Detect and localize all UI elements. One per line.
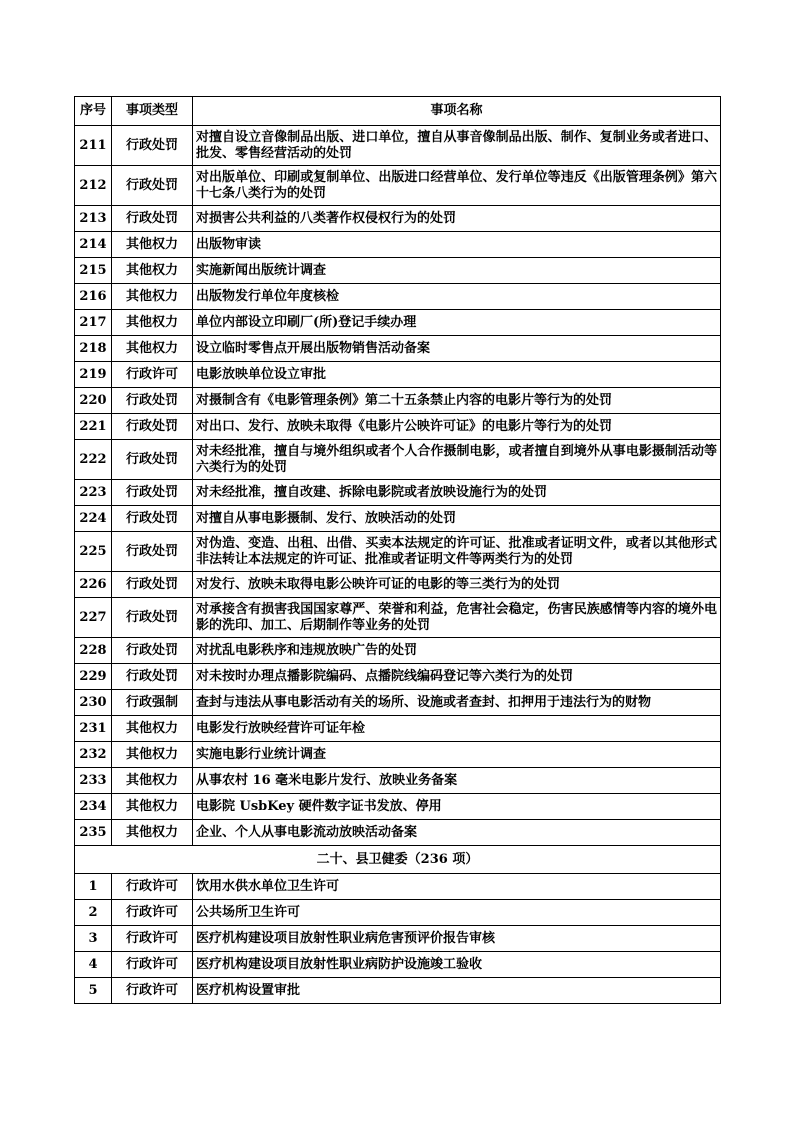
row-number: 5 [75, 978, 112, 1004]
row-number: 229 [75, 664, 112, 690]
table-row [75, 532, 721, 572]
row-name: 公共场所卫生许可 [193, 900, 721, 926]
row-number: 4 [75, 952, 112, 978]
table-row [75, 690, 721, 716]
row-type: 其他权力 [112, 820, 193, 846]
row-number: 219 [75, 362, 112, 388]
table-row [75, 716, 721, 742]
row-number: 2 [75, 900, 112, 926]
table-body-health [75, 874, 721, 1004]
row-type: 其他权力 [112, 336, 193, 362]
row-name: 单位内部设立印刷厂(所)登记手续办理 [193, 310, 721, 336]
row-number: 224 [75, 506, 112, 532]
row-number: 211 [75, 126, 112, 166]
row-name: 出版物发行单位年度核检 [193, 284, 721, 310]
header-type: 事项类型 [112, 97, 193, 126]
row-number: 227 [75, 598, 112, 638]
row-name: 对未经批准，擅自与境外组织或者个人合作摄制电影，或者擅自到境外从事电影摄制活动等六类行为的处罚 [193, 440, 721, 480]
table-row [75, 506, 721, 532]
table-row [75, 284, 721, 310]
table-row [75, 166, 721, 206]
row-number: 217 [75, 310, 112, 336]
row-number: 234 [75, 794, 112, 820]
table-row [75, 952, 721, 978]
row-number: 228 [75, 638, 112, 664]
table-row [75, 978, 721, 1004]
row-number: 232 [75, 742, 112, 768]
row-type: 行政处罚 [112, 388, 193, 414]
section-title: 二十、县卫健委（236 项） [75, 846, 721, 874]
row-type: 行政处罚 [112, 480, 193, 506]
row-type: 行政处罚 [112, 664, 193, 690]
row-type: 行政处罚 [112, 166, 193, 206]
row-number: 226 [75, 572, 112, 598]
items-table [74, 96, 721, 1004]
table-header-row [75, 97, 721, 126]
table-row [75, 820, 721, 846]
table-row [75, 258, 721, 284]
row-type: 行政处罚 [112, 440, 193, 480]
row-name: 对擅自设立音像制品出版、进口单位，擅自从事音像制品出版、制作、复制业务或者进口、批发、零售经营活动的处罚 [193, 126, 721, 166]
table-section [75, 846, 721, 874]
table-row [75, 768, 721, 794]
row-type: 行政处罚 [112, 506, 193, 532]
row-number: 216 [75, 284, 112, 310]
row-name: 对未经批准，擅自改建、拆除电影院或者放映设施行为的处罚 [193, 480, 721, 506]
row-number: 220 [75, 388, 112, 414]
row-type: 行政许可 [112, 926, 193, 952]
table-row [75, 794, 721, 820]
row-number: 235 [75, 820, 112, 846]
table-row [75, 206, 721, 232]
row-number: 213 [75, 206, 112, 232]
row-type: 行政处罚 [112, 206, 193, 232]
row-type: 其他权力 [112, 284, 193, 310]
row-type: 其他权力 [112, 232, 193, 258]
table-body-culture [75, 126, 721, 846]
row-name: 饮用水供水单位卫生许可 [193, 874, 721, 900]
row-type: 行政处罚 [112, 598, 193, 638]
row-name: 实施新闻出版统计调查 [193, 258, 721, 284]
row-name: 企业、个人从事电影流动放映活动备案 [193, 820, 721, 846]
row-name: 出版物审读 [193, 232, 721, 258]
row-name: 对摄制含有《电影管理条例》第二十五条禁止内容的电影片等行为的处罚 [193, 388, 721, 414]
row-type: 行政许可 [112, 900, 193, 926]
row-type: 行政许可 [112, 874, 193, 900]
table-row [75, 388, 721, 414]
row-type: 其他权力 [112, 310, 193, 336]
table-row [75, 414, 721, 440]
row-name: 医疗机构建设项目放射性职业病防护设施竣工验收 [193, 952, 721, 978]
row-name: 从事农村 16 毫米电影片发行、放映业务备案 [193, 768, 721, 794]
row-number: 222 [75, 440, 112, 480]
row-number: 1 [75, 874, 112, 900]
row-type: 行政处罚 [112, 572, 193, 598]
row-type: 行政许可 [112, 952, 193, 978]
row-number: 225 [75, 532, 112, 572]
row-type: 行政许可 [112, 978, 193, 1004]
table-row [75, 362, 721, 388]
table-row [75, 126, 721, 166]
row-name: 设立临时零售点开展出版物销售活动备案 [193, 336, 721, 362]
row-number: 223 [75, 480, 112, 506]
section-row [75, 846, 721, 874]
row-name: 对未按时办理点播影院编码、点播院线编码登记等六类行为的处罚 [193, 664, 721, 690]
row-number: 233 [75, 768, 112, 794]
table-row [75, 572, 721, 598]
row-name: 实施电影行业统计调查 [193, 742, 721, 768]
items-table-wrapper [74, 96, 720, 1004]
row-number: 221 [75, 414, 112, 440]
row-name: 查封与违法从事电影活动有关的场所、设施或者查封、扣押用于违法行为的财物 [193, 690, 721, 716]
row-type: 其他权力 [112, 768, 193, 794]
row-number: 214 [75, 232, 112, 258]
row-name: 对出口、发行、放映未取得《电影片公映许可证》的电影片等行为的处罚 [193, 414, 721, 440]
table-row [75, 742, 721, 768]
row-type: 其他权力 [112, 794, 193, 820]
row-name: 对擅自从事电影摄制、发行、放映活动的处罚 [193, 506, 721, 532]
row-name: 对伪造、变造、出租、出借、买卖本法规定的许可证、批准或者证明文件，或者以其他形式非法转让本法规定的许可证、批准或者证明文件等两类行为的处罚 [193, 532, 721, 572]
row-name: 医疗机构建设项目放射性职业病危害预评价报告审核 [193, 926, 721, 952]
table-row [75, 638, 721, 664]
row-name: 电影院 UsbKey 硬件数字证书发放、停用 [193, 794, 721, 820]
table-row [75, 598, 721, 638]
table-row [75, 336, 721, 362]
table-row [75, 926, 721, 952]
row-number: 218 [75, 336, 112, 362]
row-number: 215 [75, 258, 112, 284]
row-type: 行政处罚 [112, 126, 193, 166]
row-type: 行政处罚 [112, 414, 193, 440]
row-type: 其他权力 [112, 258, 193, 284]
row-name: 电影发行放映经营许可证年检 [193, 716, 721, 742]
row-type: 行政许可 [112, 362, 193, 388]
row-name: 对出版单位、印刷或复制单位、出版进口经营单位、发行单位等违反《出版管理条例》第六十七条八类行为的处罚 [193, 166, 721, 206]
row-name: 电影放映单位设立审批 [193, 362, 721, 388]
row-number: 212 [75, 166, 112, 206]
row-number: 3 [75, 926, 112, 952]
header-no: 序号 [75, 97, 112, 126]
row-number: 231 [75, 716, 112, 742]
table-row [75, 900, 721, 926]
header-name: 事项名称 [193, 97, 721, 126]
row-type: 其他权力 [112, 742, 193, 768]
row-name: 对承接含有损害我国国家尊严、荣誉和利益，危害社会稳定，伤害民族感情等内容的境外电影的洗印、加工、后期制作等业务的处罚 [193, 598, 721, 638]
row-name: 对发行、放映未取得电影公映许可证的电影的等三类行为的处罚 [193, 572, 721, 598]
table-row [75, 874, 721, 900]
row-type: 行政处罚 [112, 532, 193, 572]
row-name: 医疗机构设置审批 [193, 978, 721, 1004]
row-number: 230 [75, 690, 112, 716]
row-name: 对损害公共利益的八类著作权侵权行为的处罚 [193, 206, 721, 232]
table-row [75, 664, 721, 690]
row-name: 对扰乱电影秩序和违规放映广告的处罚 [193, 638, 721, 664]
table-row [75, 440, 721, 480]
table-row [75, 310, 721, 336]
table-row [75, 480, 721, 506]
row-type: 行政处罚 [112, 638, 193, 664]
row-type: 其他权力 [112, 716, 193, 742]
table-row [75, 232, 721, 258]
row-type: 行政强制 [112, 690, 193, 716]
